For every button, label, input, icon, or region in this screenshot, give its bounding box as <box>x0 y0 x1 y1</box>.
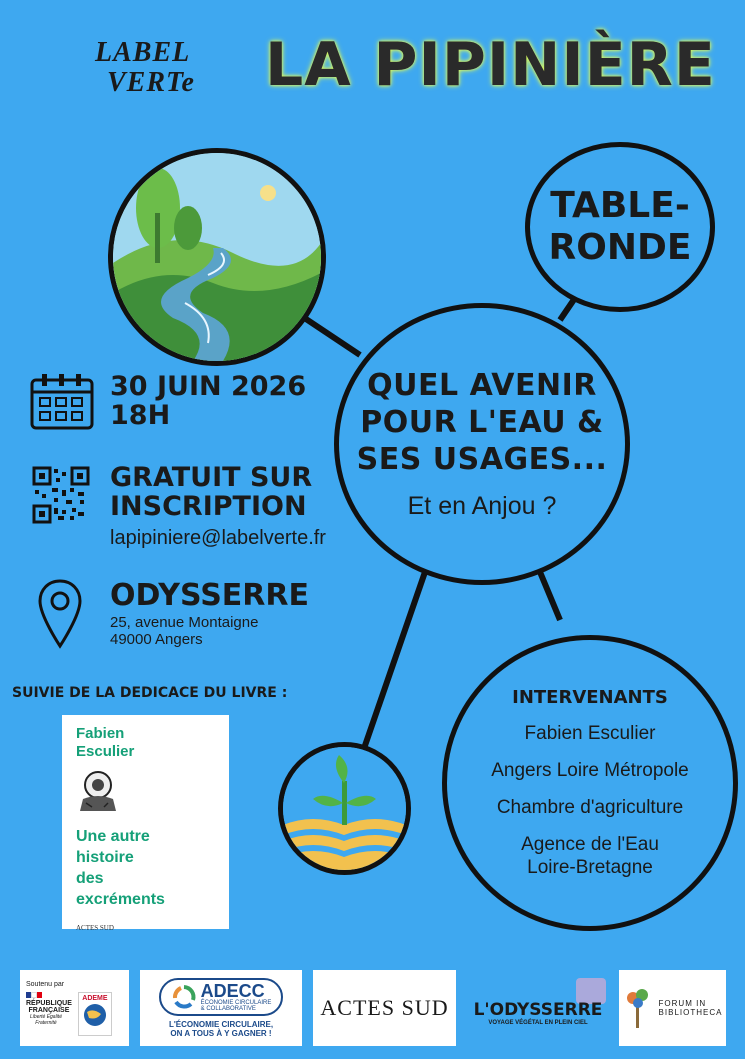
question-line-3: SES USAGES... <box>356 442 608 477</box>
speakers-bubble <box>442 635 738 931</box>
partner-actes-sud-logo[interactable] <box>313 970 456 1046</box>
event-type-bubble <box>525 142 715 312</box>
recycle-arrows-icon <box>171 984 197 1010</box>
venue-street: 25, avenue Montaigne <box>110 614 259 631</box>
registration-info <box>110 463 326 550</box>
event-type-line-1: TABLE- <box>550 185 690 226</box>
partner-adecc-logo[interactable] <box>140 970 302 1046</box>
book-author-first: Fabien <box>76 725 125 742</box>
registration-email-link[interactable]: lapipiniere@labelverte.fr <box>110 527 326 549</box>
plant-image <box>283 747 406 870</box>
book-title-line-1: Une autre <box>76 828 150 845</box>
logo-line-1: LABEL <box>95 37 191 68</box>
book-publisher: ACTES SUD <box>76 924 114 932</box>
event-time: 18H <box>110 400 171 431</box>
speaker-item: Fabien Esculier <box>524 723 656 744</box>
registration-line-1: GRATUIT SUR <box>110 462 313 493</box>
partner-forum-bibliotheca-logo[interactable] <box>619 970 726 1046</box>
book-title-line-3: des <box>76 870 104 887</box>
river-image <box>113 153 321 361</box>
partner-odysserre-logo[interactable] <box>470 978 606 1040</box>
plant-illustration <box>278 742 411 875</box>
event-day: 30 JUIN 2026 <box>110 371 307 402</box>
event-date <box>110 372 306 430</box>
page-title: LA PIPINIÈRE <box>265 30 716 100</box>
venue-city: 49000 Angers <box>110 631 203 648</box>
speakers-title: INTERVENANTS <box>512 687 668 708</box>
event-type-line-2: RONDE <box>548 227 692 268</box>
partner-adecc-tagline-2: ON A TOUS À Y GAGNER ! <box>170 1029 272 1038</box>
label-verte-logo <box>95 38 195 98</box>
partner-republique-ademe-logo[interactable] <box>20 970 129 1046</box>
partner-supported-by: Soutenu par <box>26 980 65 988</box>
partner-adecc-name: ADECC <box>200 981 265 1001</box>
partner-adecc-sub-2: & COLLABORATIVE <box>200 1006 256 1012</box>
partner-adecc-tagline-1: L'ÉCONOMIE CIRCULAIRE, <box>168 1020 274 1029</box>
partner-rf-line-2: FRANÇAISE <box>28 1006 70 1014</box>
venue-name: ODYSSERRE <box>110 578 309 613</box>
registration-line-2: INSCRIPTION <box>110 491 307 522</box>
book-title-line-4: excréments <box>76 891 165 908</box>
partner-adecc-sub-1: ÉCONOMIE CIRCULAIRE <box>200 1000 272 1006</box>
river-illustration <box>108 148 326 366</box>
speaker-item: Angers Loire Métropole <box>491 760 689 781</box>
speaker-item: Agence de l'Eau Loire-Bretagne <box>521 834 659 878</box>
partner-odysserre-sub: VOYAGE VÉGÉTAL EN PLEIN CIEL <box>488 1020 588 1026</box>
logo-line-2: VERTe <box>107 67 195 98</box>
partner-ademe-label: ADEME <box>82 994 108 1002</box>
partner-forum-name-1: FORUM IN <box>658 999 707 1008</box>
question-bubble <box>334 303 630 585</box>
question-line-1: QUEL AVENIR <box>367 368 597 403</box>
partner-rf-motto: Liberté Égalité Fraternité <box>30 1013 62 1026</box>
book-author-last: Esculier <box>76 743 135 760</box>
ademe-globe-icon <box>81 1002 109 1028</box>
diver-illustration-icon <box>78 769 118 811</box>
partner-forum-name-2: BIBLIOTHECA <box>658 1008 723 1017</box>
location-pin-icon <box>36 578 84 650</box>
partner-odysserre-name: L'ODYSSERRE <box>473 1000 603 1020</box>
tree-icon <box>623 986 653 1030</box>
partner-rf-line-1: RÉPUBLIQUE <box>26 999 72 1007</box>
partner-actes-sud-name: ACTES SUD <box>320 995 449 1020</box>
question-subtitle: Et en Anjou ? <box>407 492 557 520</box>
question-line-2: POUR L'EAU & <box>360 405 604 440</box>
calendar-icon <box>28 372 96 432</box>
book-title-line-2: histoire <box>76 849 134 866</box>
book-signing-heading: SUIVIE DE LA DEDICACE DU LIVRE : <box>12 685 288 701</box>
speaker-item: Chambre d'agriculture <box>496 797 684 818</box>
qr-code-icon[interactable] <box>32 466 90 524</box>
location-info <box>110 578 309 648</box>
book-cover <box>62 715 229 932</box>
